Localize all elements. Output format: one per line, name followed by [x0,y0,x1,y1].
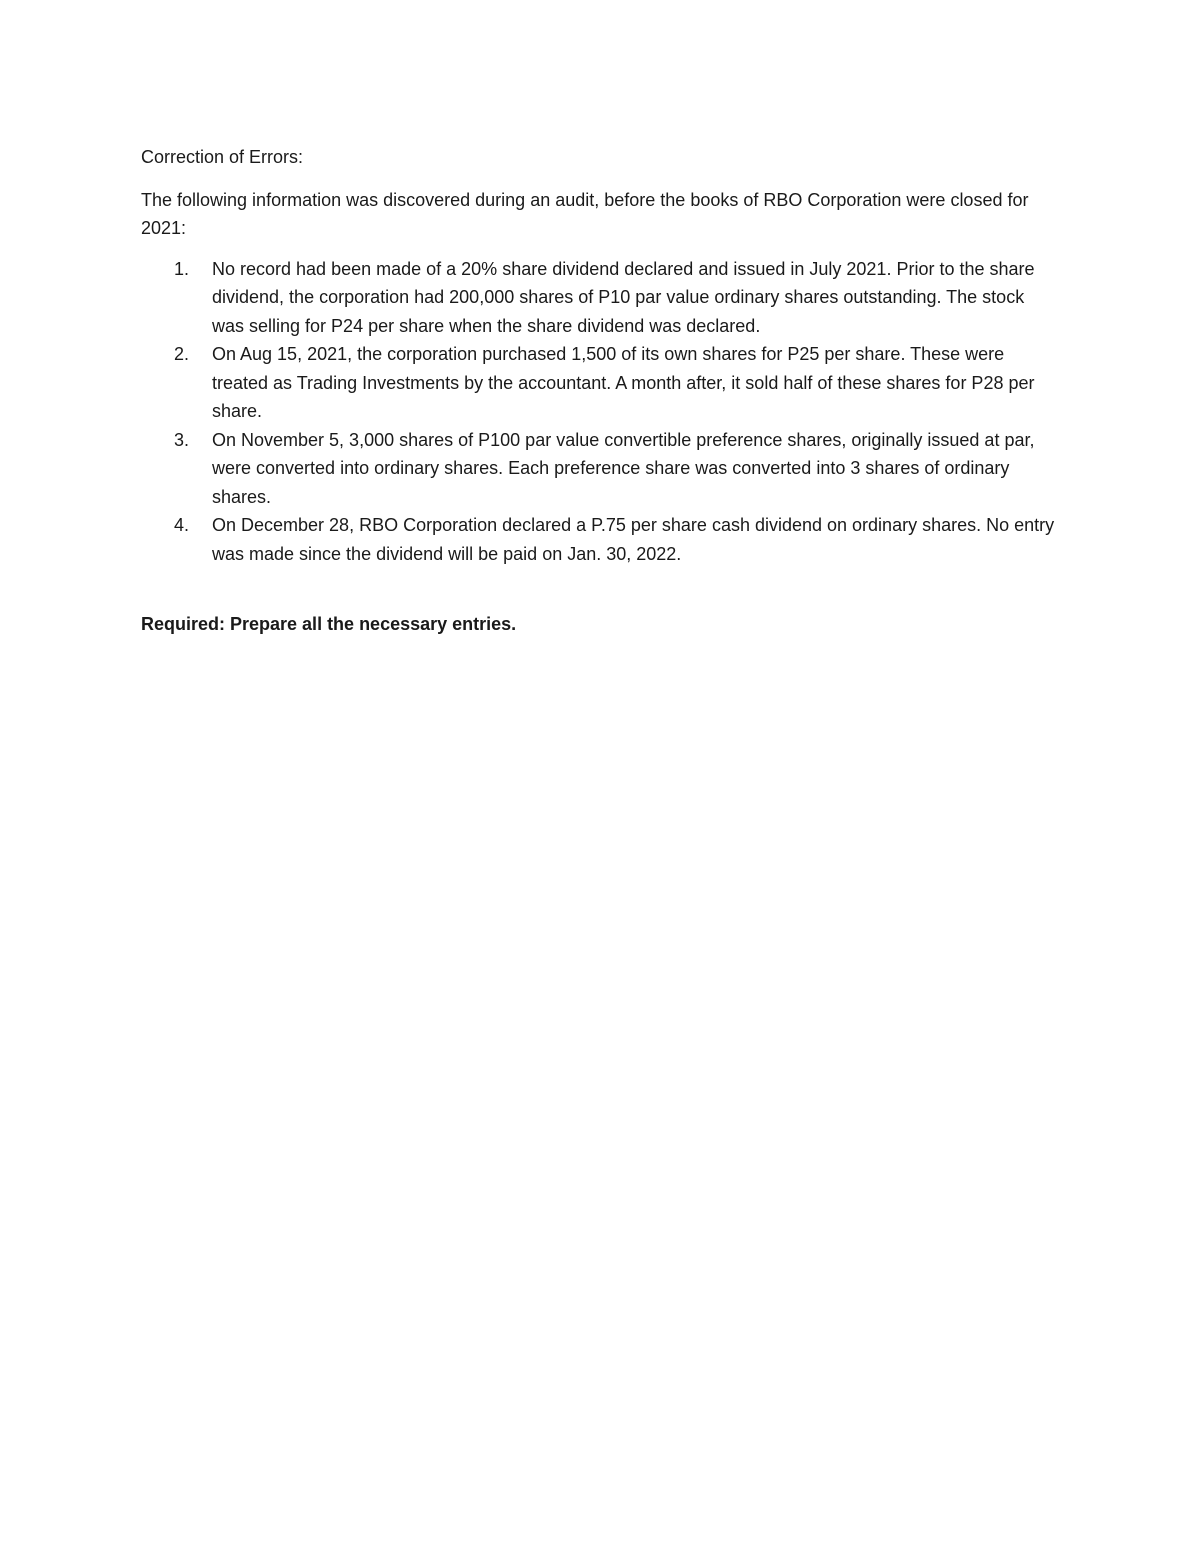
list-item [141,426,1061,512]
list-item-text: No record had been made of a 20% share dividend declared and issued in July 2021. Prior to the share dividend, the corporation had 200,000 shares of P10 par value ordinary shares outstanding. The stock was selling for P24 per share when the share dividend was declared. [212,258,1035,336]
intro-paragraph: The following information was discovered during an audit, before the books of RBO Corporation were closed for 2021: [141,189,1029,238]
list-item-number: 3. [174,429,190,450]
errors-list [141,255,1061,569]
list-item-text: On Aug 15, 2021, the corporation purchased 1,500 of its own shares for P25 per share. These were treated as Trading Investments by the accountant. A month after, it sold half of these shares for P28 per share. [212,344,1035,421]
list-item-number: 2. [174,344,190,364]
document-body [141,143,1061,657]
list-item-number: 1. [174,258,190,279]
list-item-text: On December 28, RBO Corporation declared a P.75 per share cash dividend on ordinary shares. No entry was made since the dividend will be paid on Jan. 30, 2022. [212,515,1055,564]
document-heading: Correction of Errors: [141,147,304,167]
list-item [141,511,1061,568]
required-instruction: Required: Prepare all the necessary entries. [141,614,517,634]
list-item [141,255,1061,341]
list-item-number: 4. [174,515,190,535]
list-item-text: On November 5, 3,000 shares of P100 par value convertible preference shares, originally issued at par, were converted into ordinary shares. Each preference share was converted into 3 shares of ordinary shares. [212,429,1035,507]
list-item [141,340,1061,426]
